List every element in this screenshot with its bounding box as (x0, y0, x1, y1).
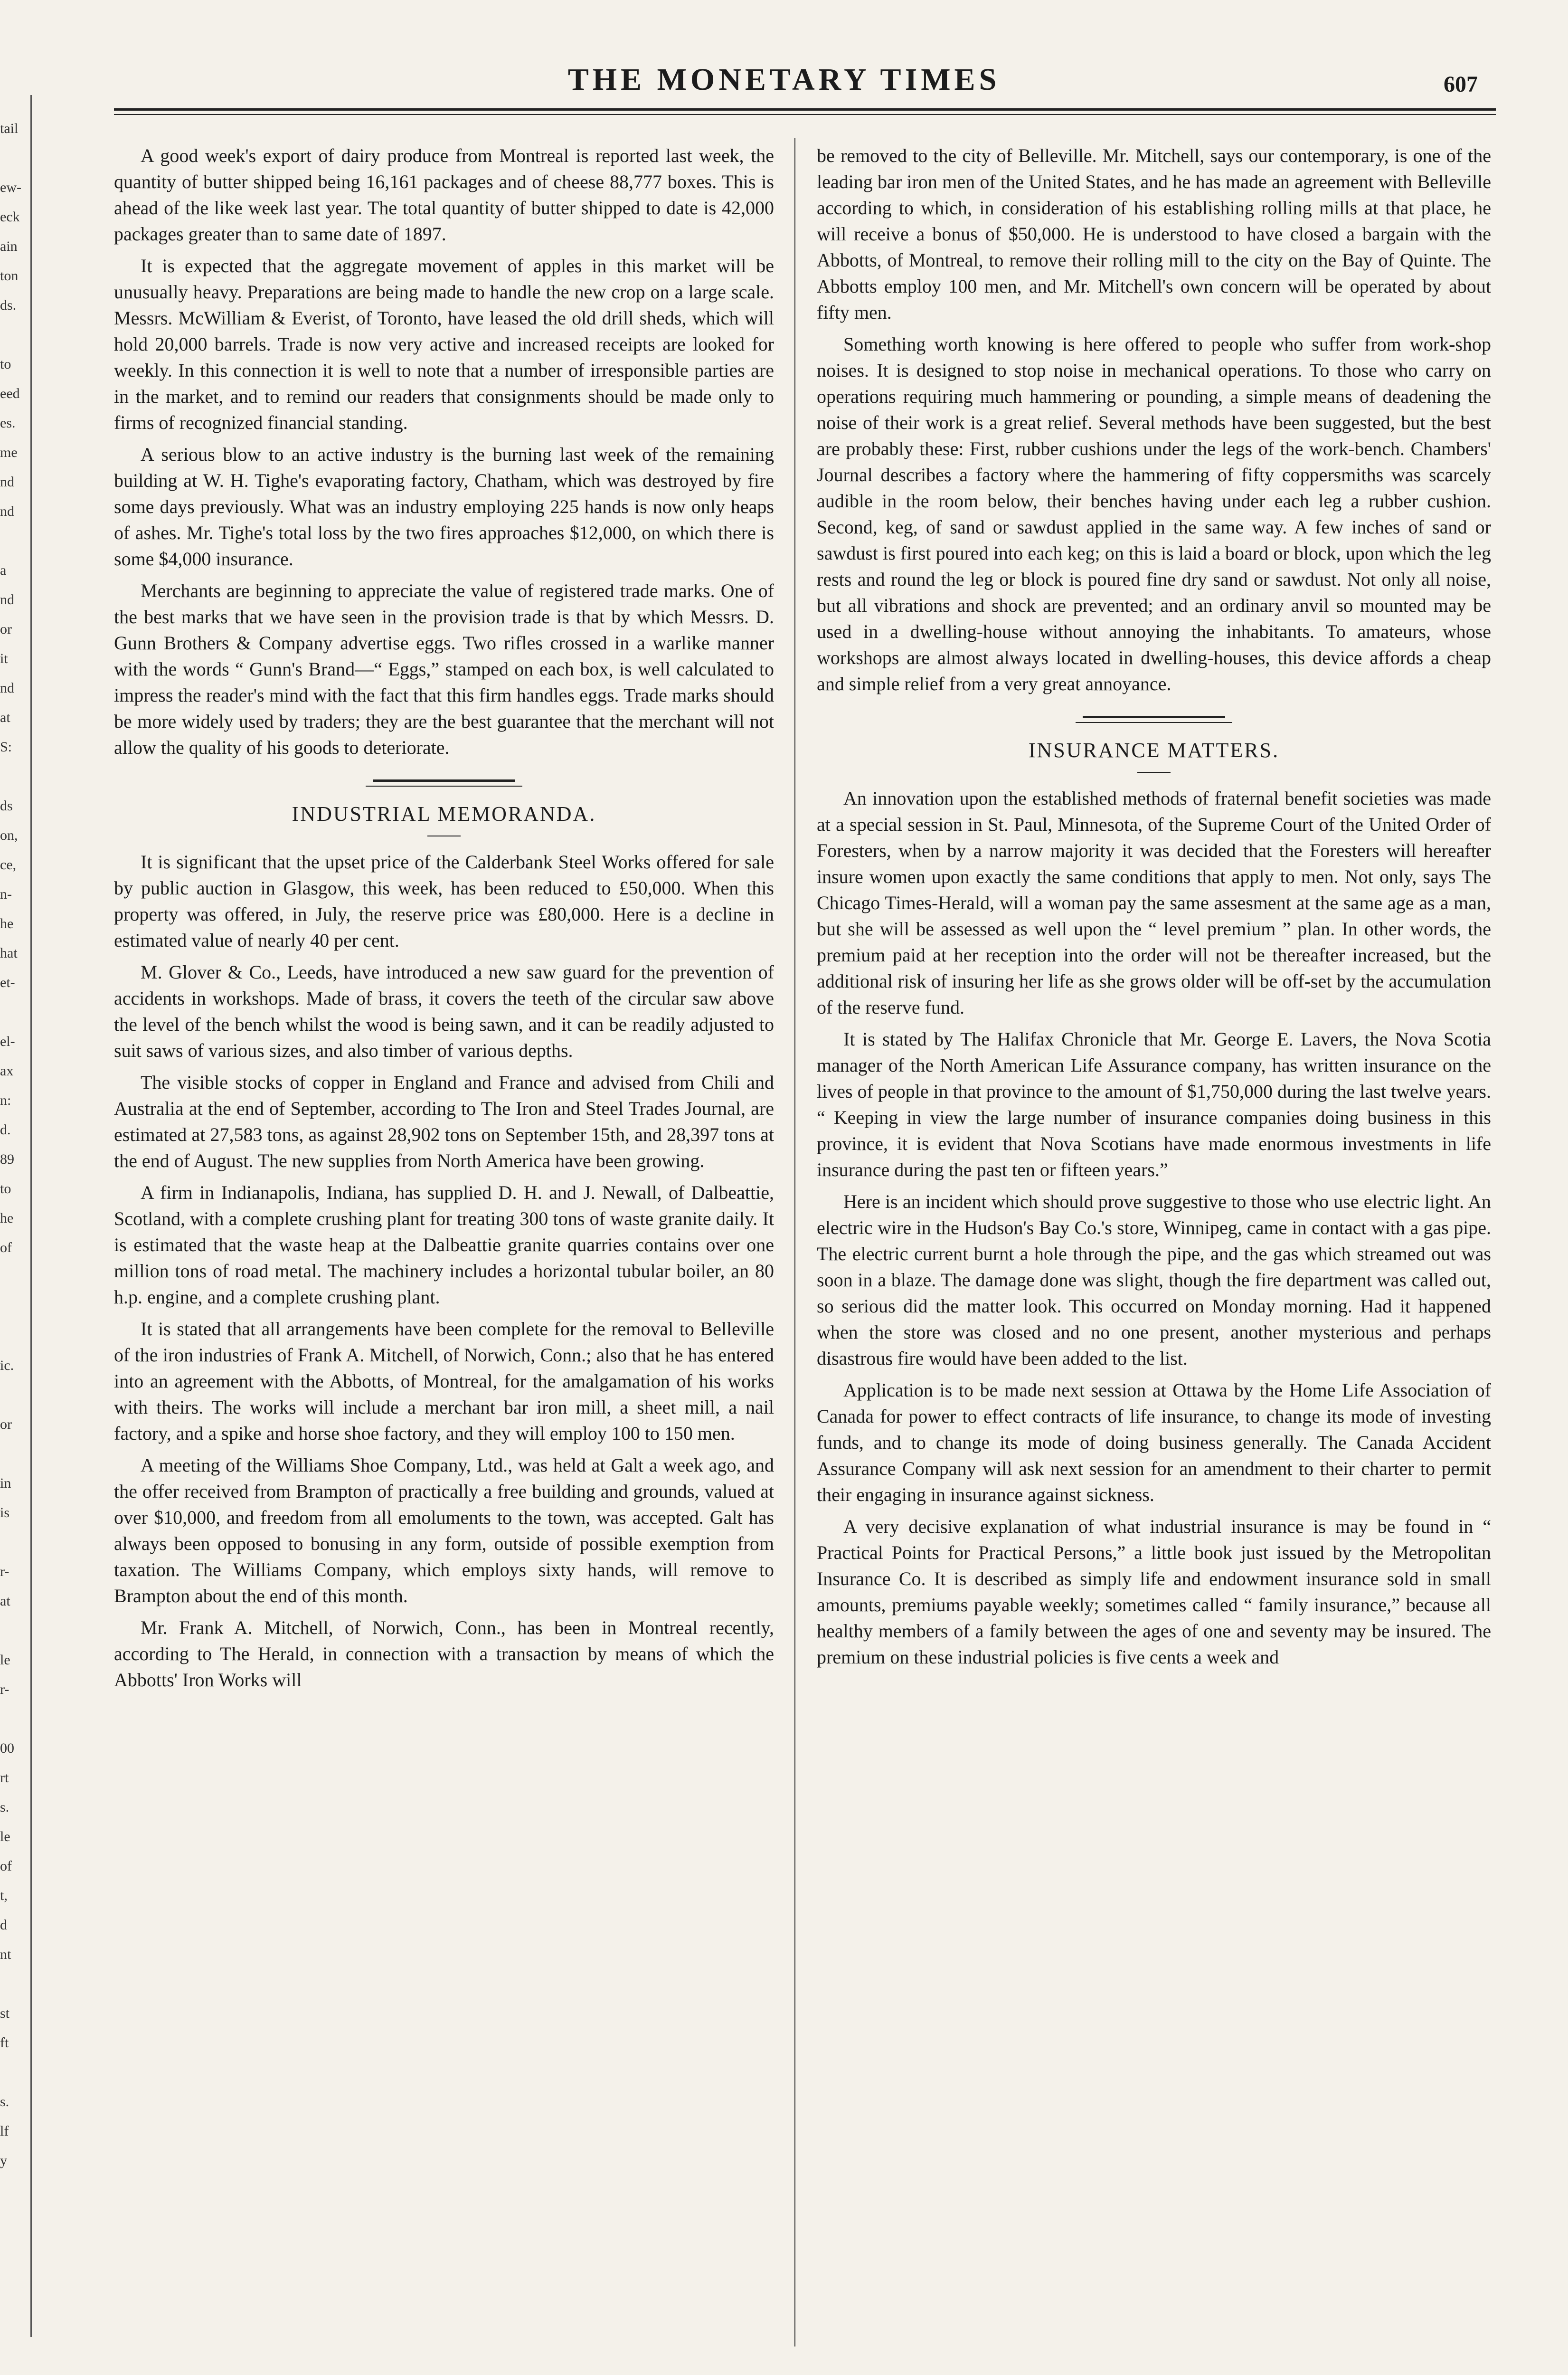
margin-fragment (0, 1321, 28, 1351)
margin-fragment (0, 1263, 28, 1292)
margin-fragment: he (0, 916, 14, 931)
margin-fragment: ds (0, 798, 13, 814)
margin-fragment: et- (0, 975, 15, 990)
margin-fragment: s. (0, 1799, 9, 1815)
margin-fragment: t, (0, 1888, 8, 1903)
section-rule-thin (1076, 722, 1232, 723)
section-rule-thin (366, 786, 522, 787)
margin-fragment: lf (0, 2123, 9, 2139)
section-rule-thick (1083, 716, 1225, 718)
article-paragraph: An innovation upon the established methods of fraternal benefit societies was made at a special session in St. Paul, Minnesota, of the Supreme Court of the United Order of Foresters, when by a narrow majority it was decided that the Foresters will hereafter insure women upon exactly the same conditions that apply to men. Not only, says The Chicago Times-Herald, will a woman pay the same assesment at the same age as a man, but she will be assessed as well upon the “ level premium ” plan. In other words, the premium paid at her reception into the order will not be thereafter increased, but the additional risk of insuring her life as she grows older will be off-set by the accumulation of the reserve fund. (817, 788, 1491, 1018)
column-divider (794, 138, 795, 2346)
margin-fragment: n- (0, 886, 12, 902)
margin-fragment (0, 762, 28, 791)
article-paragraph: Mr. Frank A. Mitchell, of Norwich, Conn., has been in Montreal recently, according to The Herald, in connection with a transaction by means of which the Abbotts' Iron Works will (114, 1617, 774, 1691)
margin-fragment: he (0, 1210, 14, 1226)
margin-fragment: nd (0, 474, 14, 490)
section-heading-industrial-memoranda: INDUSTRIAL MEMORANDA. (292, 802, 596, 826)
margin-fragment: it (0, 651, 8, 666)
margin-fragment: of (0, 1240, 12, 1255)
margin-fragment: nd (0, 504, 14, 519)
margin-fragment: 89 (0, 1151, 14, 1167)
margin-fragment: y (0, 2153, 7, 2168)
margin-fragment: 00 (0, 1740, 14, 1756)
margin-fragment: s. (0, 2094, 9, 2109)
margin-fragment: le (0, 1829, 10, 1844)
article-paragraph: Application is to be made next session at Ottawa by the Home Life Association of Canada for power to effect contracts of life insurance, to change its mode of investing funds, and to change its mode of doing business generally. The Canada Accident Assurance Company will ask next session for an amendment to their charter to permit their engaging in insurance against sickness. (817, 1379, 1491, 1505)
margin-fragment: eed (0, 386, 20, 401)
margin-fragment: S: (0, 739, 12, 755)
article-paragraph: M. Glover & Co., Leeds, have introduced a new saw guard for the prevention of accidents in workshops. Made of brass, it covers the teeth of the circular saw above the level of the bench whilst the wood is being sawn, and it can be readily adjusted to suit saws of various sizes, and also timber of various depths. (114, 961, 774, 1061)
margin-fragment: el- (0, 1034, 15, 1049)
margin-fragment: ds. (0, 297, 17, 313)
margin-fragment: es. (0, 415, 16, 431)
margin-fragment: tail (0, 121, 19, 136)
page-number: 607 (1444, 72, 1478, 97)
margin-fragment: nt (0, 1947, 11, 1962)
article-paragraph: A very decisive explanation of what industrial insurance is may be found in “ Practical Points for Practical Persons,” a little book just issued by the Metropolitan Insurance Co. It is described as simply life and endowment insurance sold in small amounts, premiums payable weekly; sometimes called “ family insurance,” because all healthy members of a family between the ages of one and seventy may be insured. The premium on these industrial policies is five cents a week and (817, 1516, 1491, 1668)
margin-fragment (0, 1380, 28, 1410)
margin-fragment: r- (0, 1682, 9, 1697)
section-heading-insurance-matters: INSURANCE MATTERS. (1028, 739, 1280, 762)
margin-fragment: d (0, 1917, 7, 1933)
margin-fragment: in (0, 1475, 11, 1491)
article-paragraph: A serious blow to an active industry is the burning last week of the remaining building at W. H. Tighe's evaporating factory, Chatham, which was destroyed by fire some days previously. What was an industry employing 225 hands is now only heaps of ashes. Mr. Tighe's total loss by the two fires approaches $12,000, on which there is some $4,000 insurance. (114, 444, 774, 570)
header-rule-thin (114, 114, 1496, 115)
margin-fragment: n: (0, 1092, 11, 1108)
right-column (817, 142, 1491, 2356)
left-column (114, 142, 774, 2356)
margin-fragment (0, 1616, 28, 1645)
margin-fragment: at (0, 1593, 10, 1609)
margin-fragment: nd (0, 680, 14, 696)
article-paragraph: It is stated that all arrangements have been complete for the removal to Belleville of the iron industries of Frank A. Mitchell, of Norwich, Conn.; also that he has entered into an agreement with the Abbotts, of Montreal, for the amalgamation of his works with theirs. The works will include a merchant bar iron mill, a sheet mill, a nail factory, and a spike and horse shoe factory, and they will employ 100 to 150 men. (114, 1318, 774, 1444)
adjacent-page-margin-fragments (0, 114, 28, 2176)
margin-fragment: of (0, 1858, 12, 1874)
margin-fragment: ic. (0, 1358, 14, 1373)
margin-fragment: r- (0, 1564, 9, 1579)
margin-fragment: to (0, 1181, 11, 1197)
margin-fragment (0, 143, 28, 173)
article-paragraph: A firm in Indianapolis, Indiana, has supplied D. H. and J. Newall, of Dalbeattie, Scotland, with a complete crushing plant for treating 300 tons of waste granite daily. It is estimated that the waste heap at the Dalbeattie granite quarries contains over one million tons of road metal. The machinery includes a horizontal tubular boiler, an 80 h.p. engine, and a complete crushing plant. (114, 1182, 774, 1308)
margin-fragment (0, 1292, 28, 1321)
article-paragraph: Here is an incident which should prove suggestive to those who use electric light. An electric wire in the Hudson's Bay Co.'s store, Winnipeg, came in contact with a gas pipe. The electric current burnt a hole through the pipe, and the gas which streamed out was soon in a blaze. The damage done was slight, though the fire department was called out, so serious did the matter look. This occurred on Monday morning. Had it happened when the store was closed and no one present, another mysterious and perhaps disastrous fire would have been added to the list. (817, 1191, 1491, 1369)
article-paragraph: Something worth knowing is here offered to people who suffer from work-shop noises. It is designed to stop noise in mechanical operations. To those who carry on operations requiring much hammering or pounding, a simple means of deadening the noise of their work is a great relief. Several methods have been suggested, but the best are probably these: First, rubber cushions under the legs of the work-bench. Chambers' Journal describes a factory where the hammering of fifty coppersmiths was scarcely audible in the room below, their benches having under each leg a rubber cushion. Second, keg, of sand or sawdust applied in the same way. A few inches of sand or sawdust is first poured into each keg; on this is laid a board or block, upon which the leg rests and round the leg or block is poured fine dry sand or sawdust. Not only all noise, but all vibrations and shock are prevented; and an ordinary anvil so mounted may be used in a dwelling-house without annoying the inhabitants. To amateurs, whose workshops are almost always located in dwelling-houses, this device affords a cheap and simple relief from a very great annoyance. (817, 333, 1491, 694)
article-paragraph: It is significant that the upset price of the Calderbank Steel Works offered for sale by public auction in Glasgow, this week, has been reduced to £50,000. When this property was offered, in July, the reserve price was £80,000. Here is a decline in estimated value of nearly 40 per cent. (114, 851, 774, 951)
margin-fragment: is (0, 1505, 10, 1520)
margin-fragment: at (0, 710, 10, 725)
margin-fragment: ain (0, 238, 18, 254)
margin-fragment (0, 1439, 28, 1469)
margin-fragment: ft (0, 2035, 9, 2051)
margin-fragment: ce, (0, 857, 17, 873)
margin-fragment: d. (0, 1122, 11, 1138)
margin-fragment: ton (0, 268, 19, 284)
article-paragraph: Merchants are beginning to appreciate the value of registered trade marks. One of the best marks that we have seen in the provision trade is that by which Messrs. D. Gunn Brothers & Company advertise eggs. Two rifles crossed in a warlike manner with the words “ Gunn's Brand—“ Eggs,” stamped on each box, is well calculated to impress the reader's mind with the fact that this firm handles eggs. Trade marks should be more widely used by traders; they are the best guarantee that the merchant will not allow the quality of his goods to deteriorate. (114, 580, 774, 758)
margin-fragment: hat (0, 945, 18, 961)
margin-fragment (0, 1528, 28, 1557)
margin-fragment: le (0, 1652, 10, 1668)
article-paragraph: It is expected that the aggregate movement of apples in this market will be unusually heavy. Preparations are being made to handle the new crop on a large scale. Messrs. McWilliam & Everist, of Toronto, have leased the old drill sheds, which will hold 20,000 barrels. Trade is now very active and increased receipts are looked for weekly. In this connection it is well to note that a number of irresponsible parties are in the market, and to remind our readers that consignments should be made only to firms of recognized financial standing. (114, 255, 774, 433)
margin-fragment: eck (0, 209, 20, 225)
margin-fragment: ew- (0, 180, 21, 195)
margin-fragment: rt (0, 1770, 9, 1786)
margin-fragment: st (0, 2005, 10, 2021)
margin-fragment: me (0, 445, 18, 460)
margin-fragment: nd (0, 592, 14, 608)
margin-fragment: or (0, 621, 12, 637)
article-paragraph: A meeting of the Williams Shoe Company, Ltd., was held at Galt a week ago, and the offer received from Brampton of practically a free building and grounds, valued at over $10,000, and freedom from all emoluments to the town, was accepted. Galt has always been opposed to bonusing in any form, outside of possible exemption from taxation. The Williams Company, which employs sixty hands, will remove to Brampton about the end of this month. (114, 1454, 774, 1606)
margin-fragment: on, (0, 827, 18, 843)
margin-fragment (0, 526, 28, 556)
margin-fragment (0, 320, 28, 350)
article-paragraph: It is stated by The Halifax Chronicle that Mr. George E. Lavers, the Nova Scotia manager of the North American Life Assurance company, has written insurance on the lives of people in that province to the amount of $1,750,000 during the last twelve years. “ Keeping in view the large number of insurance companies doing business in this province, it is evident that Nova Scotians have made enormous investments in life insurance during the past ten or fifteen years.” (817, 1028, 1491, 1180)
section-rule-thick (373, 779, 515, 782)
article-paragraph-continued: be removed to the city of Belleville. Mr. Mitchell, says our contemporary, is one of the leading bar iron men of the United States, and he has made an agreement with Belleville according to which, in consideration of his establishing rolling mills at that place, he will receive a bonus of $50,000. He is understood to have closed a bargain with the Abbotts, of Montreal, to remove their rolling mill to the city on the Bay of Quinte. The Abbotts employ 100 men, and Mr. Mitchell's own concern will be operated by about fifty men. (817, 145, 1491, 323)
adjacent-page-edge (30, 95, 32, 2337)
heading-underline (1137, 772, 1171, 773)
article-paragraph: A good week's export of dairy produce from Montreal is reported last week, the quantity of butter shipped being 16,161 packages and of cheese 88,777 boxes. This is ahead of the like week last year. The total quantity of butter shipped to date is 42,000 packages greater than to same date of 1897. (114, 145, 774, 245)
margin-fragment (0, 2058, 28, 2087)
margin-fragment (0, 1704, 28, 1734)
margin-fragment: a (0, 562, 7, 578)
margin-fragment (0, 998, 28, 1027)
margin-fragment: ax (0, 1063, 14, 1079)
margin-fragment: to (0, 356, 11, 372)
page-header-title: THE MONETARY TIMES (567, 62, 1001, 97)
margin-fragment: or (0, 1416, 12, 1432)
header-rule-thick (114, 108, 1496, 111)
article-paragraph: The visible stocks of copper in England and France and advised from Chili and Australia at the end of September, according to The Iron and Steel Trades Journal, are estimated at 27,583 tons, as against 28,902 tons on September 15th, and 28,397 tons at the end of August. The new supplies from North America have been growing. (114, 1072, 774, 1171)
margin-fragment (0, 1969, 28, 1999)
